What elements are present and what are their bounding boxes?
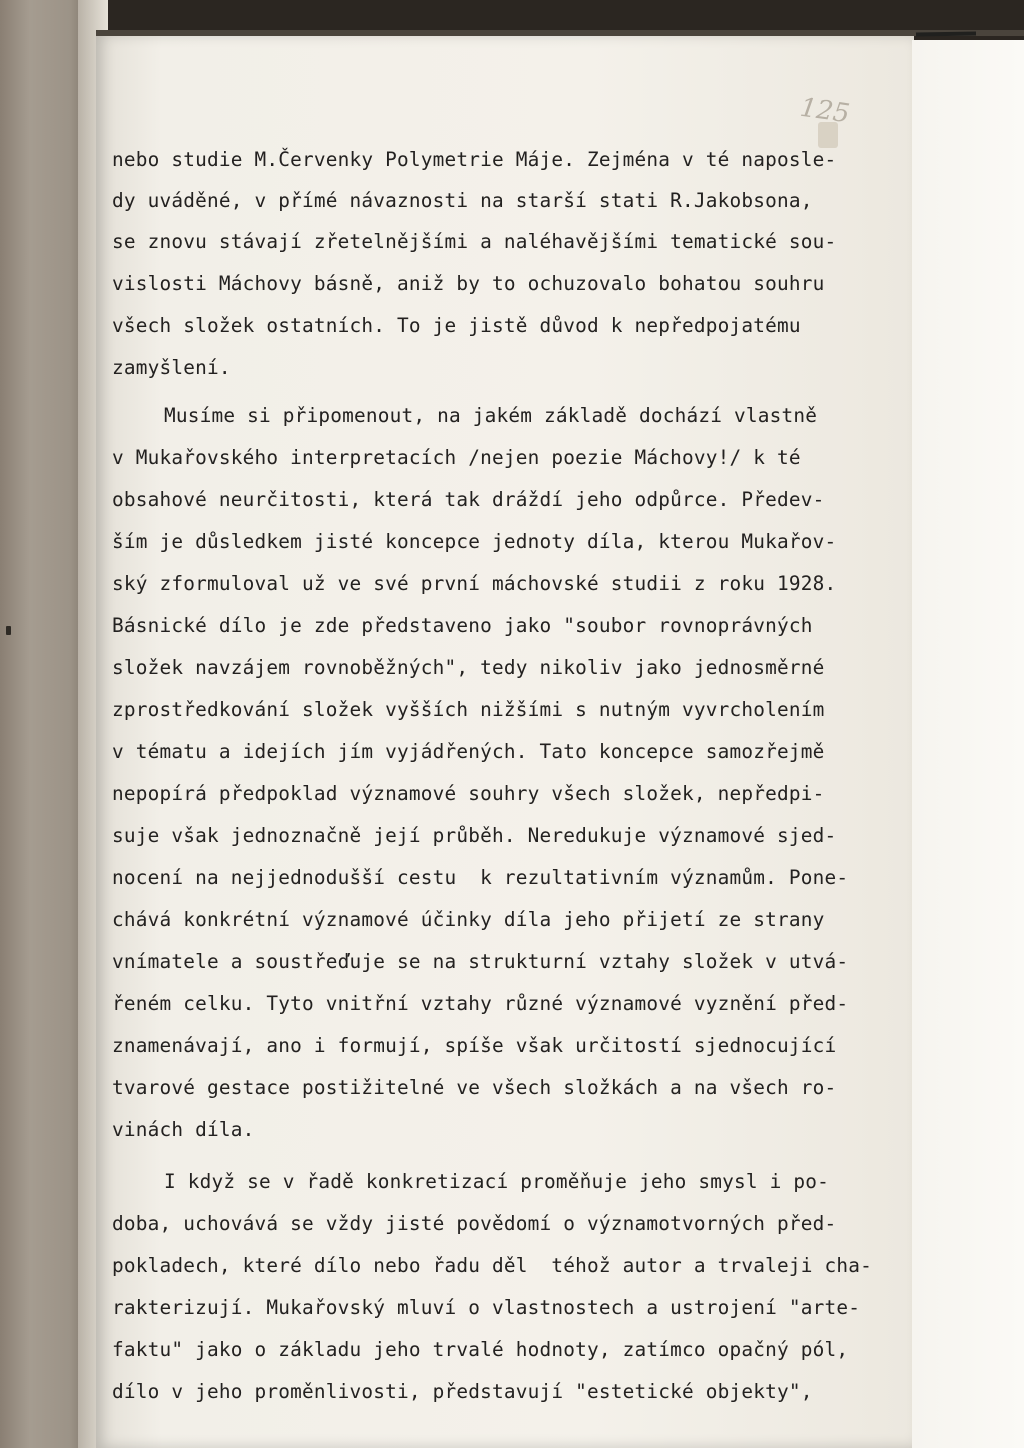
text-line: suje však jednoznačně její průběh. Neredukuje významové sjed- bbox=[112, 824, 837, 847]
page-top-edge bbox=[96, 30, 1024, 36]
text-line: znamenávají, ano i formují, spíše však určitostí sjednocující bbox=[112, 1034, 837, 1057]
text-line: doba, uchovává se vždy jisté povědomí o významotvorných před- bbox=[112, 1212, 837, 1235]
text-line: vinách díla. bbox=[112, 1118, 255, 1141]
text-line: Musíme si připomenout, na jakém základě dochází vlastně bbox=[164, 404, 818, 427]
page-number: 125 bbox=[798, 92, 852, 130]
text-line: faktu" jako o základu jeho trvalé hodnoty, zatímco opačný pól, bbox=[112, 1338, 849, 1361]
paper-margin bbox=[912, 40, 1024, 1448]
text-line: řeném celku. Tyto vnitřní vztahy různé významové vyznění před- bbox=[112, 992, 849, 1015]
text-line: se znovu stávají zřetelnějšími a naléhavějšími tematické sou- bbox=[112, 230, 837, 253]
text-line: dílo v jeho proměnlivosti, představují "estetické objekty", bbox=[112, 1380, 813, 1403]
text-line: dy uváděné, v přímé návaznosti na starší stati R.Jakobsona, bbox=[112, 189, 813, 212]
text-line: tvarové gestace postižitelné ve všech složkách a na všech ro- bbox=[112, 1076, 837, 1099]
text-line: Básnické dílo je zde představeno jako "soubor rovnoprávných bbox=[112, 614, 813, 637]
text-line: ský zformuloval už ve své první máchovské studii z roku 1928. bbox=[112, 572, 837, 595]
text-line: nebo studie M.Červenky Polymetrie Máje. Zejména v té naposle- bbox=[112, 148, 837, 171]
text-line: v Mukařovského interpretacích /nejen poezie Máchovy!/ k té bbox=[112, 446, 801, 469]
text-line: vislosti Máchovy básně, aniž by to ochuzovalo bohatou souhru bbox=[112, 272, 825, 295]
text-line: všech složek ostatních. To je jistě důvod k nepředpojatému bbox=[112, 314, 801, 337]
text-line: obsahové neurčitosti, která tak dráždí jeho odpůrce. Předev- bbox=[112, 488, 825, 511]
text-line: v tématu a idejích jím vyjádřených. Tato koncepce samozřejmě bbox=[112, 740, 825, 763]
text-line: zprostředkování složek vyšších nižšími s nutným vyvrcholením bbox=[112, 698, 825, 721]
text-line: vnímatele a soustřeďuje se na strukturní vztahy složek v utvá- bbox=[112, 950, 849, 973]
text-line: I když se v řadě konkretizací proměňuje jeho smysl i po- bbox=[164, 1170, 829, 1193]
text-line: rakterizují. Mukařovský mluví o vlastnostech a ustrojení "arte- bbox=[112, 1296, 861, 1319]
text-line: chává konkrétní významové účinky díla jeho přijetí ze strany bbox=[112, 908, 825, 931]
text-line: pokladech, které dílo nebo řadu děl téhož autor a trvaleji cha- bbox=[112, 1254, 872, 1277]
text-line: nocení na nejjednodušší cestu k rezultativním významům. Pone- bbox=[112, 866, 849, 889]
text-line: nepopírá předpoklad významové souhry všech složek, nepředpi- bbox=[112, 782, 825, 805]
text-line: ším je důsledkem jisté koncepce jednoty díla, kterou Mukařov- bbox=[112, 530, 837, 553]
binding-mark bbox=[6, 626, 11, 635]
text-line: složek navzájem rovnoběžných", tedy nikoliv jako jednosměrné bbox=[112, 656, 825, 679]
text-line: zamyšlení. bbox=[112, 356, 231, 379]
